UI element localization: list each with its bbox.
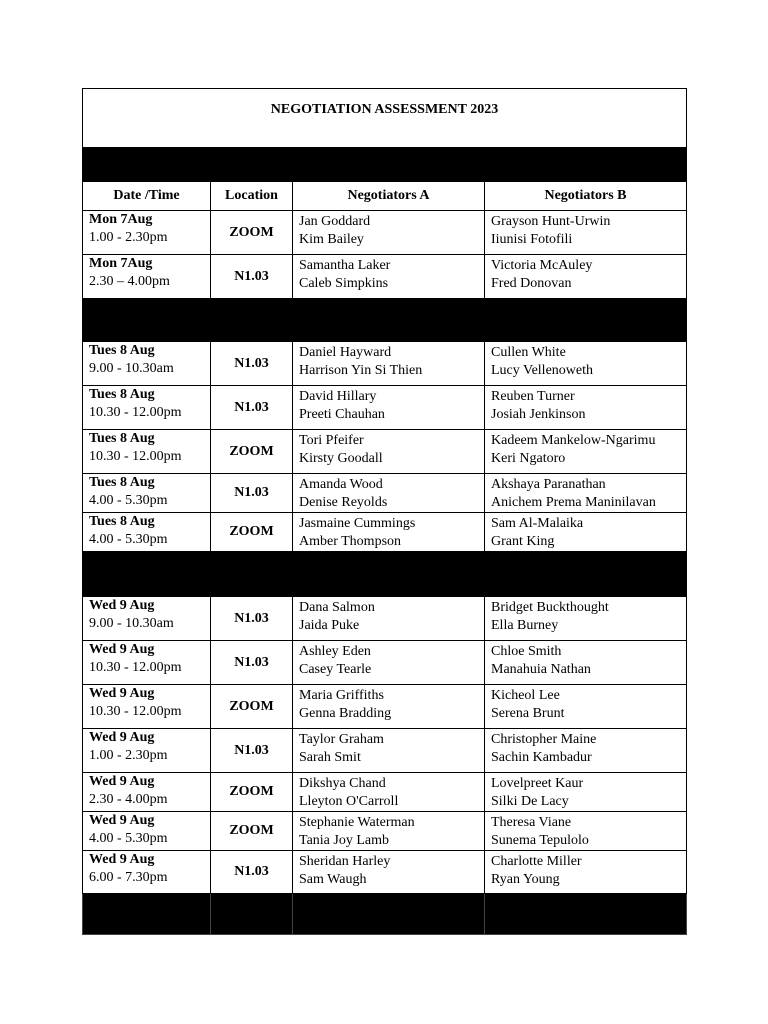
negotiator-name: Ryan Young [491,871,560,887]
negotiator-name: Preeti Chauhan [299,406,385,422]
negotiator-name: Akshaya Paranathan [491,477,606,492]
negotiator-name: Amanda Wood [299,477,383,492]
table-row [83,513,687,552]
header-negotiators-a: Negotiators A [293,182,485,211]
negotiator-name: Dikshya Chand [299,776,386,791]
negotiators-b-cell [485,474,687,513]
session-time: 1.00 - 2.30pm [89,230,168,245]
datetime-cell [83,211,211,255]
negotiators-b-cell [485,729,687,773]
negotiators-b-cell [485,597,687,641]
negotiator-name: Christopher Maine [491,732,597,747]
schedule-sheet [82,88,686,935]
schedule-body [83,89,687,935]
negotiator-name: Lleyton O'Carroll [299,793,399,809]
negotiator-name: Lucy Vellenoweth [491,362,593,378]
location-cell: ZOOM [211,430,293,474]
negotiator-name: Kicheol Lee [491,688,560,703]
session-time: 10.30 - 12.00pm [89,660,182,675]
negotiator-name: Charlotte Miller [491,854,582,869]
negotiator-name: Dana Salmon [299,600,375,615]
session-time: 2.30 – 4.00pm [89,274,170,289]
session-time: 4.00 - 5.30pm [89,532,168,547]
datetime-cell [83,255,211,299]
table-row [83,430,687,474]
negotiator-name: Manahuia Nathan [491,661,591,677]
table-row [83,685,687,729]
negotiators-a-cell [293,641,485,685]
negotiator-name: Sarah Smit [299,749,361,765]
header-location: Location [211,182,293,211]
table-row [83,474,687,513]
datetime-cell [83,430,211,474]
negotiator-name: Maria Griffiths [299,688,384,703]
negotiator-name: Josiah Jenkinson [491,406,586,422]
table-row [83,773,687,812]
datetime-cell [83,386,211,430]
location-cell: N1.03 [211,597,293,641]
negotiator-name: Denise Reyolds [299,494,388,510]
session-day: Wed 9 Aug [89,852,155,867]
negotiators-a-cell [293,812,485,851]
datetime-cell [83,474,211,513]
negotiator-name: Victoria McAuley [491,258,593,273]
session-day: Wed 9 Aug [89,813,155,828]
negotiator-name: Serena Brunt [491,705,565,721]
session-day: Tues 8 Aug [89,475,155,490]
negotiators-a-cell [293,342,485,386]
session-day: Wed 9 Aug [89,730,155,745]
separator-row [83,299,687,342]
schedule-table [82,88,687,935]
negotiator-name: Samantha Laker [299,258,391,273]
location-cell: N1.03 [211,851,293,894]
negotiator-name: Jasmaine Cummings [299,516,416,531]
negotiator-name: Iiunisi Fotofili [491,231,573,247]
session-time: 2.30 - 4.00pm [89,792,168,807]
datetime-cell [83,513,211,552]
negotiator-name: Sachin Kambadur [491,749,592,765]
session-day: Tues 8 Aug [89,343,155,358]
negotiators-b-cell [485,812,687,851]
negotiator-name: Kirsty Goodall [299,450,383,466]
location-cell: N1.03 [211,255,293,299]
session-time: 6.00 - 7.30pm [89,870,168,885]
table-row [83,255,687,299]
negotiator-name: Sheridan Harley [299,854,391,869]
negotiator-name: Fred Donovan [491,275,572,291]
negotiator-name: Tania Joy Lamb [299,832,389,848]
header-negotiators-b: Negotiators B [485,182,687,211]
negotiators-a-cell [293,851,485,894]
session-time: 1.00 - 2.30pm [89,748,168,763]
negotiator-name: Kadeem Mankelow-Ngarimu [491,433,656,448]
table-row [83,641,687,685]
datetime-cell [83,729,211,773]
session-day: Wed 9 Aug [89,642,155,657]
negotiators-a-cell [293,513,485,552]
table-row [83,729,687,773]
negotiators-b-cell [485,386,687,430]
datetime-cell [83,597,211,641]
negotiator-name: Amber Thompson [299,533,402,549]
location-cell: ZOOM [211,812,293,851]
location-cell: N1.03 [211,342,293,386]
negotiator-name: Stephanie Waterman [299,815,415,830]
session-time: 9.00 - 10.30am [89,361,174,376]
negotiator-name: Sam Waugh [299,871,367,887]
negotiator-name: Taylor Graham [299,732,384,747]
session-day: Tues 8 Aug [89,431,155,446]
header-datetime: Date /Time [83,182,211,211]
title-row [83,89,687,148]
negotiators-a-cell [293,729,485,773]
session-time: 4.00 - 5.30pm [89,493,168,508]
location-cell: ZOOM [211,685,293,729]
negotiator-name: Genna Bradding [299,705,392,721]
negotiator-name: David Hillary [299,389,377,404]
negotiator-name: Ashley Eden [299,644,371,659]
negotiator-name: Jan Goddard [299,214,371,229]
negotiators-b-cell [485,513,687,552]
negotiator-name: Sunema Tepulolo [491,832,589,848]
session-time: 10.30 - 12.00pm [89,704,182,719]
negotiator-name: Grayson Hunt-Urwin [491,214,611,229]
negotiators-b-cell [485,641,687,685]
location-cell: N1.03 [211,474,293,513]
table-row [83,597,687,641]
table-row [83,851,687,894]
negotiators-b-cell [485,255,687,299]
session-day: Tues 8 Aug [89,387,155,402]
negotiator-name: Anichem Prema Maninilavan [491,494,656,510]
location-cell: ZOOM [211,773,293,812]
location-cell: ZOOM [211,513,293,552]
negotiators-b-cell [485,685,687,729]
datetime-cell [83,685,211,729]
negotiator-name: Theresa Viane [491,815,572,830]
session-time: 4.00 - 5.30pm [89,831,168,846]
title-cell [83,89,687,148]
negotiator-name: Harrison Yin Si Thien [299,362,423,378]
datetime-cell [83,773,211,812]
session-time: 9.00 - 10.30am [89,616,174,631]
negotiators-b-cell [485,342,687,386]
negotiators-a-cell [293,386,485,430]
negotiators-a-cell [293,474,485,513]
negotiator-name: Tori Pfeifer [299,433,364,448]
session-day: Mon 7Aug [89,212,153,227]
table-row [83,386,687,430]
negotiators-b-cell [485,773,687,812]
negotiator-name: Daniel Hayward [299,345,392,360]
session-day: Mon 7Aug [89,256,153,271]
negotiator-name: Bridget Buckthought [491,600,609,615]
negotiators-a-cell [293,773,485,812]
negotiators-a-cell [293,597,485,641]
table-row [83,812,687,851]
session-day: Wed 9 Aug [89,774,155,789]
session-time: 10.30 - 12.00pm [89,405,182,420]
table-row [83,211,687,255]
separator-row [83,894,687,935]
page-title: NEGOTIATION ASSESSMENT 2023 [270,102,499,117]
negotiator-name: Sam Al-Malaika [491,516,584,531]
negotiator-name: Grant King [491,533,555,549]
location-cell: N1.03 [211,641,293,685]
negotiator-name: Keri Ngatoro [491,450,566,466]
location-cell: N1.03 [211,729,293,773]
session-day: Wed 9 Aug [89,598,155,613]
location-cell: N1.03 [211,386,293,430]
negotiator-name: Chloe Smith [491,644,562,659]
datetime-cell [83,851,211,894]
negotiator-name: Casey Tearle [299,661,372,677]
negotiators-a-cell [293,685,485,729]
negotiator-name: Ella Burney [491,617,559,633]
negotiator-name: Jaida Puke [299,617,360,633]
negotiator-name: Reuben Turner [491,389,575,404]
session-time: 10.30 - 12.00pm [89,449,182,464]
datetime-cell [83,812,211,851]
datetime-cell [83,342,211,386]
negotiators-a-cell [293,430,485,474]
negotiator-name: Caleb Simpkins [299,275,389,291]
location-cell: ZOOM [211,211,293,255]
negotiator-name: Cullen White [491,345,566,360]
header-row [83,182,687,211]
separator-row [83,148,687,182]
negotiators-b-cell [485,851,687,894]
negotiator-name: Silki De Lacy [491,793,569,809]
negotiators-a-cell [293,255,485,299]
negotiators-b-cell [485,430,687,474]
negotiators-a-cell [293,211,485,255]
datetime-cell [83,641,211,685]
negotiator-name: Kim Bailey [299,231,364,247]
session-day: Tues 8 Aug [89,514,155,529]
session-day: Wed 9 Aug [89,686,155,701]
separator-row [83,552,687,597]
table-row [83,342,687,386]
negotiators-b-cell [485,211,687,255]
negotiator-name: Lovelpreet Kaur [491,776,584,791]
